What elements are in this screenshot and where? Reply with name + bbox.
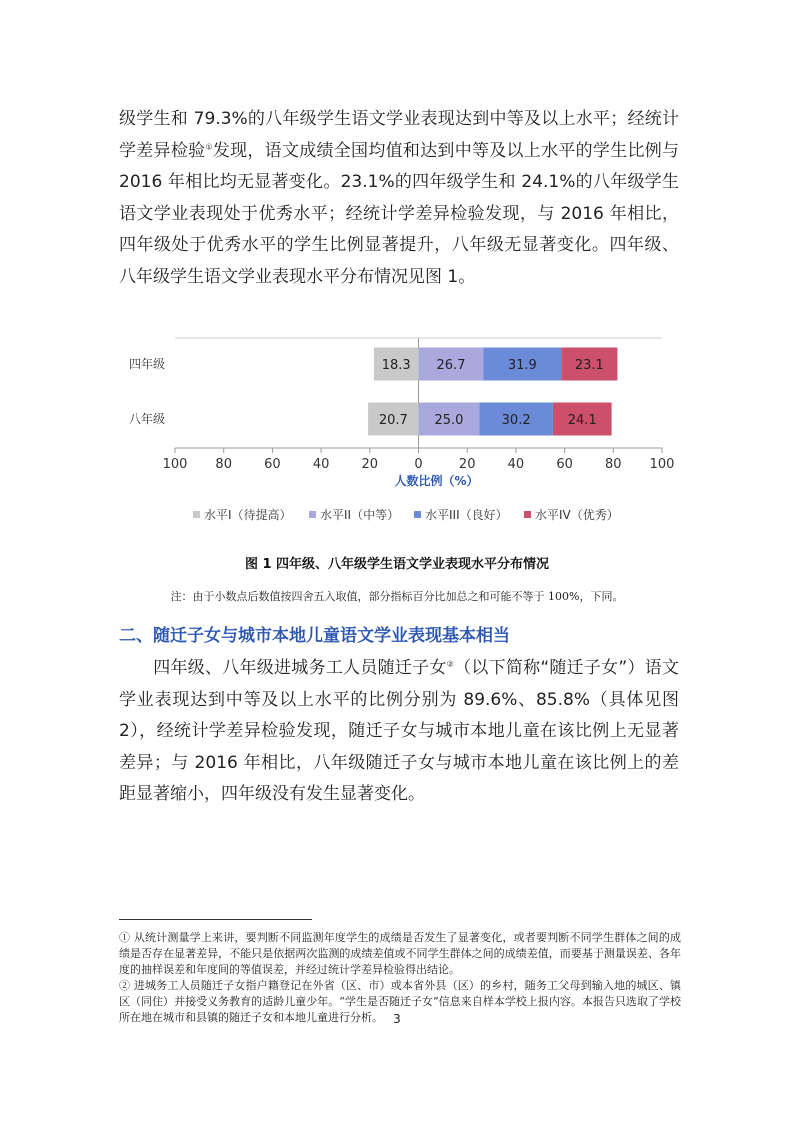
legend-swatch-level-1 (193, 511, 200, 518)
x-tick-label: 80 (215, 457, 232, 472)
footnote-divider (119, 919, 312, 920)
x-tick-label: 60 (264, 457, 281, 472)
x-tick-label: 20 (458, 457, 476, 472)
legend-label-level-4: 水平IV（优秀） (535, 508, 619, 522)
paragraph-1-text-a: 级学生和 79.3%的八年级学生语文学业表现达到中等及以上水平；经统计学差异检验 (119, 109, 679, 161)
legend-swatch-level-3 (414, 511, 421, 518)
bar-data-label: 20.7 (378, 413, 408, 428)
bar-data-label: 25.0 (434, 413, 464, 428)
x-tick-label: 100 (162, 457, 188, 472)
bar-data-label: 23.1 (574, 358, 604, 373)
category-label: 八年级 (128, 412, 166, 426)
x-tick-label: 0 (414, 457, 423, 472)
legend-item-level-3 (414, 506, 508, 523)
paragraph-2-text-a: 四年级、八年级进城务工人员随迁子女 (153, 658, 447, 678)
x-tick-label: 40 (312, 457, 330, 472)
section-heading: 二、随迁子女与城市本地儿童语文学业表现基本相当 (119, 626, 510, 646)
paragraph-1-text-b: 发现，语文成绩全国均值和达到中等及以上水平的学生比例与 2016 年相比均无显著变化。23.1%的四年级学生和 24.1%的八年级学生语文学业表现处于优秀水平；经统计学差异检验发现，与 2016 年相比，四年级处于优秀水平的学生比例显著提升，八年级无显著变化。四年级、八年级学生语文学业表现水平分布情况见图 1。 (119, 140, 680, 287)
bar-data-label: 31.9 (507, 358, 537, 373)
x-axis-label: 人数比例（%） (394, 474, 479, 488)
legend-swatch-level-2 (309, 511, 316, 518)
x-tick-label: 80 (605, 457, 622, 472)
footnote-ref-2[interactable]: ② (446, 659, 455, 669)
body-paragraph-1 (119, 104, 679, 293)
x-tick-label: 60 (556, 457, 573, 472)
footnote-2: ② 进城务工人员随迁子女指户籍登记在外省（区、市）或本省外县（区）的乡村，随务工父母到输入地的城区、镇区（同住）并接受义务教育的适龄儿童少年。“学生是否随迁子女”信息来自样本学校上报内容。本报告只选取了学校所在地在城市和县镇的随迁子女和本地儿童进行分析。 (119, 979, 681, 1024)
x-tick-label: 40 (507, 457, 525, 472)
bar-data-label: 30.2 (501, 413, 531, 428)
bar-data-label: 24.1 (567, 413, 597, 428)
bar-data-label: 18.3 (381, 358, 411, 373)
legend-label-level-1: 水平I（待提高） (204, 508, 292, 522)
page-number: 3 (393, 1012, 401, 1026)
legend-item-level-2 (309, 506, 399, 523)
x-tick-label: 100 (649, 457, 675, 472)
body-paragraph-2 (119, 653, 679, 811)
legend-item-level-4 (524, 506, 619, 523)
figure-note: 注：由于小数点后数值按四舍五入取值，部分指标百分比加总之和可能不等于 100%，下同。 (170, 590, 624, 603)
legend-label-level-3: 水平III（良好） (425, 508, 508, 522)
footnote-1: ① 从统计测量学上来讲，要判断不同监测年度学生的成绩是否发生了显著变化，或者要判断不同学生群体之间的成绩是否存在显著差异，不能只是依据两次监测的成绩差值或不同学生群体之间的成绩差值，而要基于测量误差、各年度的抽样误差和年度间的等值误差，并经过统计学差异检验得出结论。 (119, 931, 681, 976)
bar-data-label: 26.7 (436, 358, 466, 373)
legend-item-level-1 (193, 506, 292, 523)
legend-label-level-2: 水平II（中等） (320, 508, 400, 522)
footnote-ref-1[interactable]: ① (205, 141, 213, 151)
category-label: 四年级 (128, 357, 166, 371)
figure-caption: 图 1 四年级、八年级学生语文学业表现水平分布情况 (244, 557, 550, 572)
x-tick-label: 20 (361, 457, 379, 472)
paragraph-2-text-b: （以下简称“随迁子女”）语文学业表现达到中等及以上水平的比例分别为 89.6%、85.8%（具体见图 2），经统计学差异检验发现，随迁子女与城市本地儿童在该比例上无显著差异；与 2016 年相比，八年级随迁子女与城市本地儿童在该比例上的差距显著缩小，四年级没有发生显著变化。 (119, 658, 680, 804)
legend-swatch-level-4 (524, 511, 531, 518)
